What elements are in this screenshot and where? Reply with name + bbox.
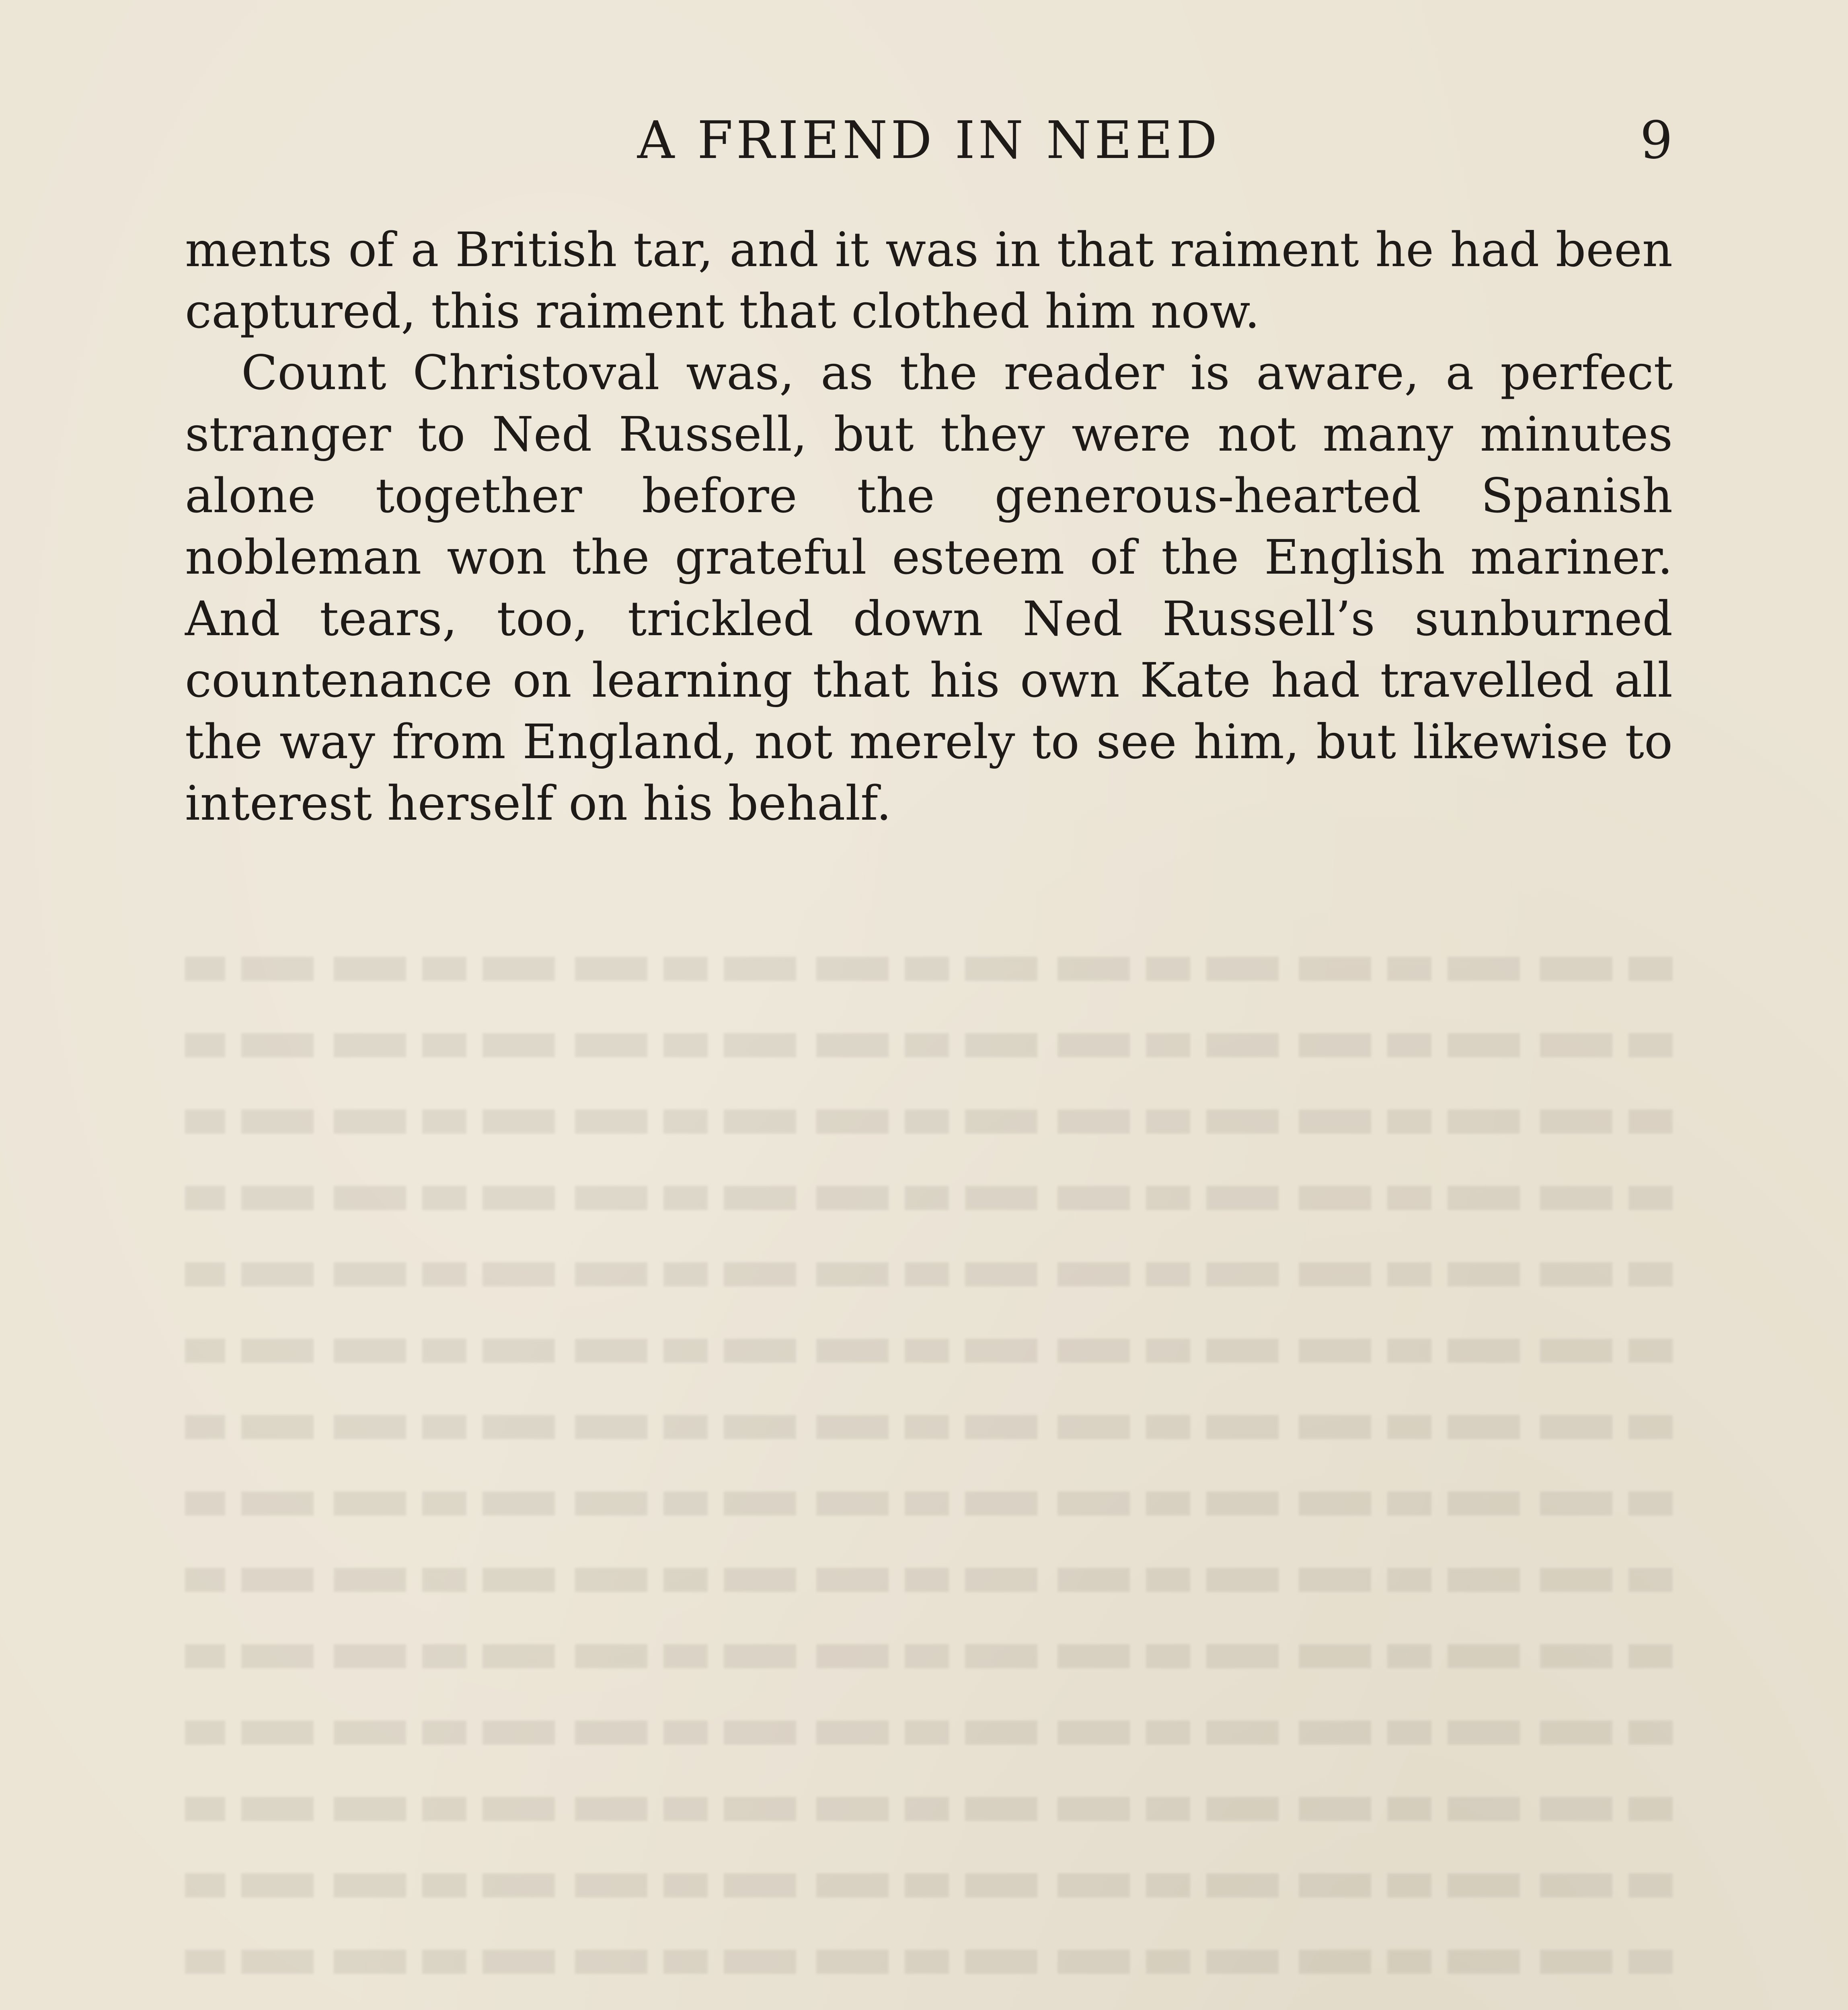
- running-head: A FRIEND IN NEED: [637, 111, 1221, 170]
- body-text: [185, 219, 1673, 834]
- paragraph-continuation: ments of a British tar, and it was in that raiment he had been captured, this raiment that clothed him now.: [185, 222, 1673, 339]
- page-number: 9: [1640, 111, 1673, 170]
- page-header: [185, 100, 1673, 181]
- show-through-text: [185, 937, 1673, 2010]
- paragraph-count-christoval: Count Christoval was, as the reader is aware, a perfect stranger to Ned Russell, but they were not many minutes alone together before the generous-hearted Spanish nobleman won the grateful esteem of the English mariner. And tears, too, trickled down Ned Russell’s sunburned countenance on learning that his own Kate had travelled all the way from England, not merely to see him, but likewise to interest herself on his behalf.: [185, 345, 1673, 831]
